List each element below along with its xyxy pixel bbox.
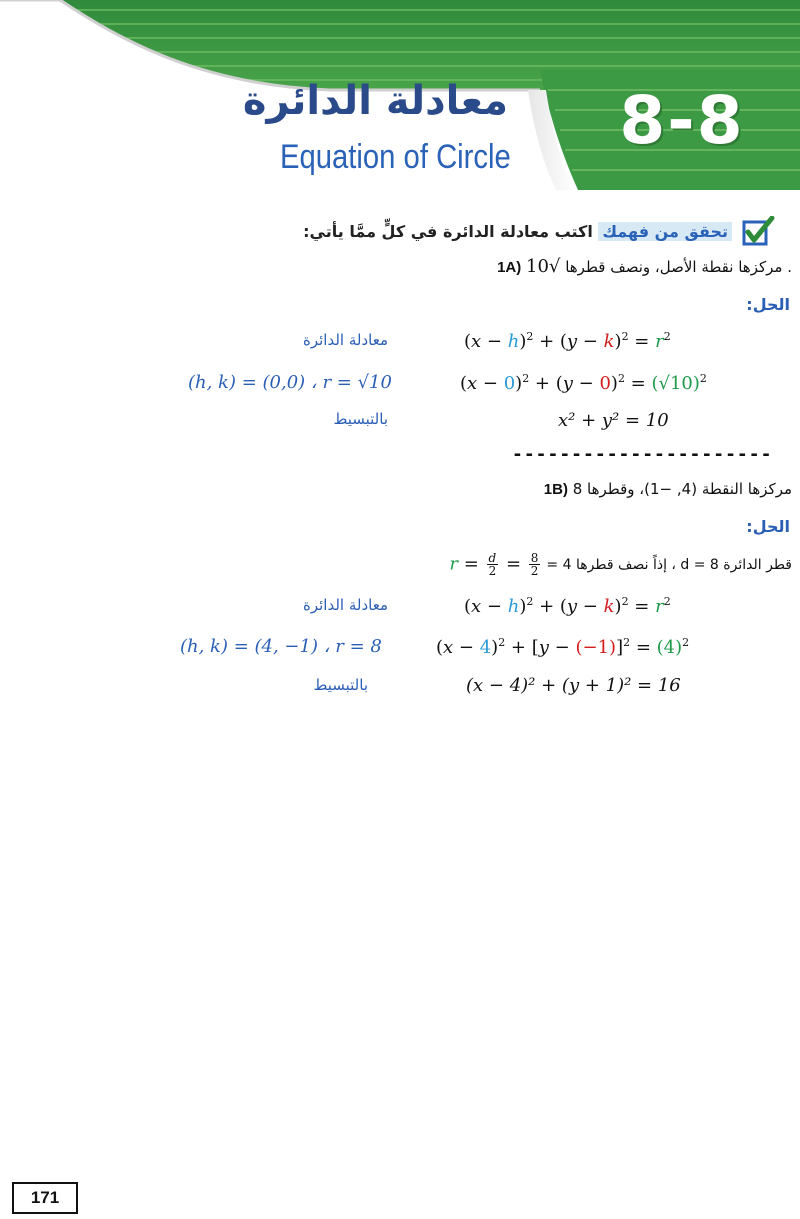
problem-1a-radius: √10 <box>526 256 561 277</box>
solution-label-1a: الحل: <box>746 295 790 314</box>
note-values-1b: (h, k) = (4, −1) ، r = 8 <box>180 636 382 657</box>
equation-substituted-1a: $(x - 0)^2 + (y - 0)^2 = (√10)^2$ <box>460 372 707 394</box>
problem-1b <box>544 480 792 498</box>
problem-1a-tag: 1A) <box>497 259 522 276</box>
note-simplify-1b: بالتبسيط <box>313 676 368 694</box>
check-understanding-line <box>303 222 732 241</box>
checkmark-icon <box>742 216 776 246</box>
equation-substituted-1b: $(x - 4)^2 + [y - (-1)]^2 = (4)^2$ <box>436 636 690 658</box>
note-circle-equation-1b: معادلة الدائرة <box>303 596 388 614</box>
equation-general-1b: $(x - h)^2 + (y - k)^2 = r^2$ <box>464 595 671 617</box>
diameter-note-1b: قطر الدائرة 8 = d ، إذاً نصف قطرها 4 = <box>546 556 792 573</box>
check-prompt: اكتب معادلة الدائرة في كلٍّ ممَّا يأتي: <box>303 222 593 241</box>
title-arabic: معادلة الدائرة <box>242 78 508 124</box>
diameter-line-1b <box>449 552 792 577</box>
problem-1b-tag: 1B) <box>543 481 568 498</box>
note-simplify-1a: بالتبسيط <box>333 410 388 428</box>
problem-1a: 1A) مركزها نقطة الأصل، ونصف قطرها √10 . <box>497 256 792 277</box>
radius-calc-1b: r = $\frac{d}{2}$ = $\frac{8}{2}$ <box>449 551 539 578</box>
check-label: تحقق من فهمك <box>598 222 732 241</box>
lesson-number: 8-8 <box>619 82 745 159</box>
note-values-1a: (h, k) = (0,0) ، r = √10 <box>188 372 392 393</box>
page-number: 171 <box>12 1182 78 1214</box>
solution-label-1b: الحل: <box>746 517 790 536</box>
note-circle-equation-1a: معادلة الدائرة <box>303 331 388 349</box>
problem-1a-text: مركزها نقطة الأصل، ونصف قطرها <box>565 258 783 276</box>
equation-result-1b: (x − 4)² + (y + 1)² = 16 <box>466 675 681 696</box>
title-english: Equation of Circle <box>280 138 511 176</box>
separator-dashes: ---------------------- <box>512 444 773 465</box>
equation-result-1a: x² + y² = 10 <box>558 410 669 431</box>
equation-general-1a: $(x - h)^2 + (y - k)^2 = r^2$ <box>464 330 671 352</box>
problem-1b-text: مركزها النقطة (4, −1)، وقطرها 8 <box>572 480 792 498</box>
